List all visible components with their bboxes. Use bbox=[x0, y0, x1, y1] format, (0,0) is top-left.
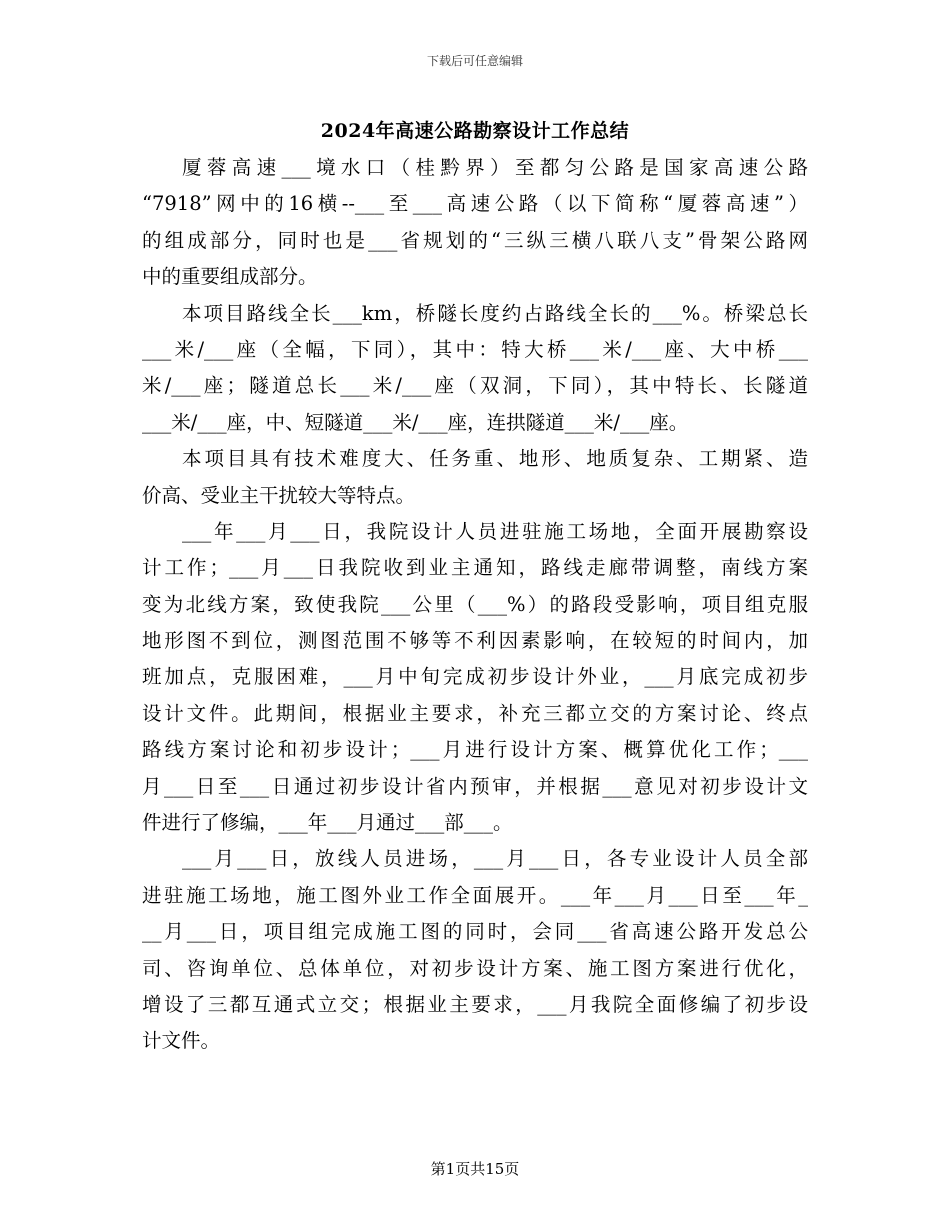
text-line: 米/___座；隧道总长___米/___座（双洞，下同），其中特长、长隧道 bbox=[142, 374, 808, 398]
text-line: 本项目路线全长___km，桥隧长度约占路线全长的___%。桥梁总长 bbox=[182, 301, 808, 325]
text-line: 计工作；___月___日我院收到业主通知，路线走廊带调整，南线方案 bbox=[142, 556, 808, 580]
text-line: 价高、受业主干扰较大等特点。 bbox=[142, 483, 416, 507]
text-line: ___月___日，放线人员进场，___月___日，各专业设计人员全部 bbox=[182, 847, 808, 871]
text-line: 计文件。 bbox=[142, 1029, 221, 1053]
document-title: 2024年高速公路勘察设计工作总结 bbox=[320, 120, 630, 142]
paragraph-project-scale bbox=[142, 296, 808, 442]
text-line: 路线方案讨论和初步设计；___月进行设计方案、概算优化工作；___ bbox=[142, 738, 808, 762]
text-line: 司、咨询单位、总体单位，对初步设计方案、施工图方案进行优化， bbox=[142, 956, 808, 980]
text-line: 设计文件。此期间，根据业主要求，补充三都立交的方案讨论、终点 bbox=[142, 701, 808, 725]
text-line: ___年___月___日，我院设计人员进驻施工场地，全面开展勘察设 bbox=[182, 519, 808, 543]
text-line: 厦蓉高速___境水口（桂黔界）至都匀公路是国家高速公路 bbox=[182, 156, 808, 179]
text-line: 班加点，克服困难，___月中旬完成初步设计外业，___月底完成初步 bbox=[142, 665, 808, 689]
text-line: ___米/___座（全幅，下同），其中：特大桥___米/___座、大中桥___ bbox=[142, 337, 808, 361]
text-line: ___米/___座，中、短隧道___米/___座，连拱隧道___米/___座。 bbox=[142, 410, 689, 434]
text-line: 进驻施工场地，施工图外业工作全面展开。___年___月___日至___年_ bbox=[142, 883, 808, 907]
paragraph-intro bbox=[142, 150, 808, 296]
page-header-note: 下载后可任意编辑 bbox=[426, 54, 523, 68]
text-line: 地形图不到位，测图范围不够等不利因素影响，在较短的时间内，加 bbox=[142, 629, 808, 653]
paragraph-characteristics bbox=[142, 441, 808, 514]
text-line: 的组成部分，同时也是___省规划的“三纵三横八联八支”骨架公路网 bbox=[142, 228, 808, 252]
page-number: 第1页共15页 bbox=[430, 1160, 520, 1178]
text-line: 变为北线方案，致使我院___公里（___%）的路段受影响，项目组克服 bbox=[142, 592, 808, 616]
text-line: “7918”网中的16横--___至___高速公路（以下简称“厦蓉高速”） bbox=[142, 192, 808, 216]
text-line: 增设了三都互通式立交；根据业主要求，___月我院全面修编了初步设 bbox=[142, 992, 808, 1016]
paragraph-preliminary-design bbox=[142, 514, 808, 842]
text-line: 月___日至___日通过初步设计省内预审，并根据___意见对初步设计文 bbox=[142, 774, 808, 798]
paragraph-construction-drawing bbox=[142, 841, 808, 1059]
text-line: 中的重要组成部分。 bbox=[142, 265, 318, 289]
text-line: 本项目具有技术难度大、任务重、地形、地质复杂、工期紧、造 bbox=[182, 447, 808, 471]
document-body bbox=[142, 150, 808, 1060]
text-line: 件进行了修编，___年___月通过___部___。 bbox=[142, 811, 513, 835]
text-line: __月___日，项目组完成施工图的同时，会同___省高速公路开发总公 bbox=[142, 920, 808, 944]
